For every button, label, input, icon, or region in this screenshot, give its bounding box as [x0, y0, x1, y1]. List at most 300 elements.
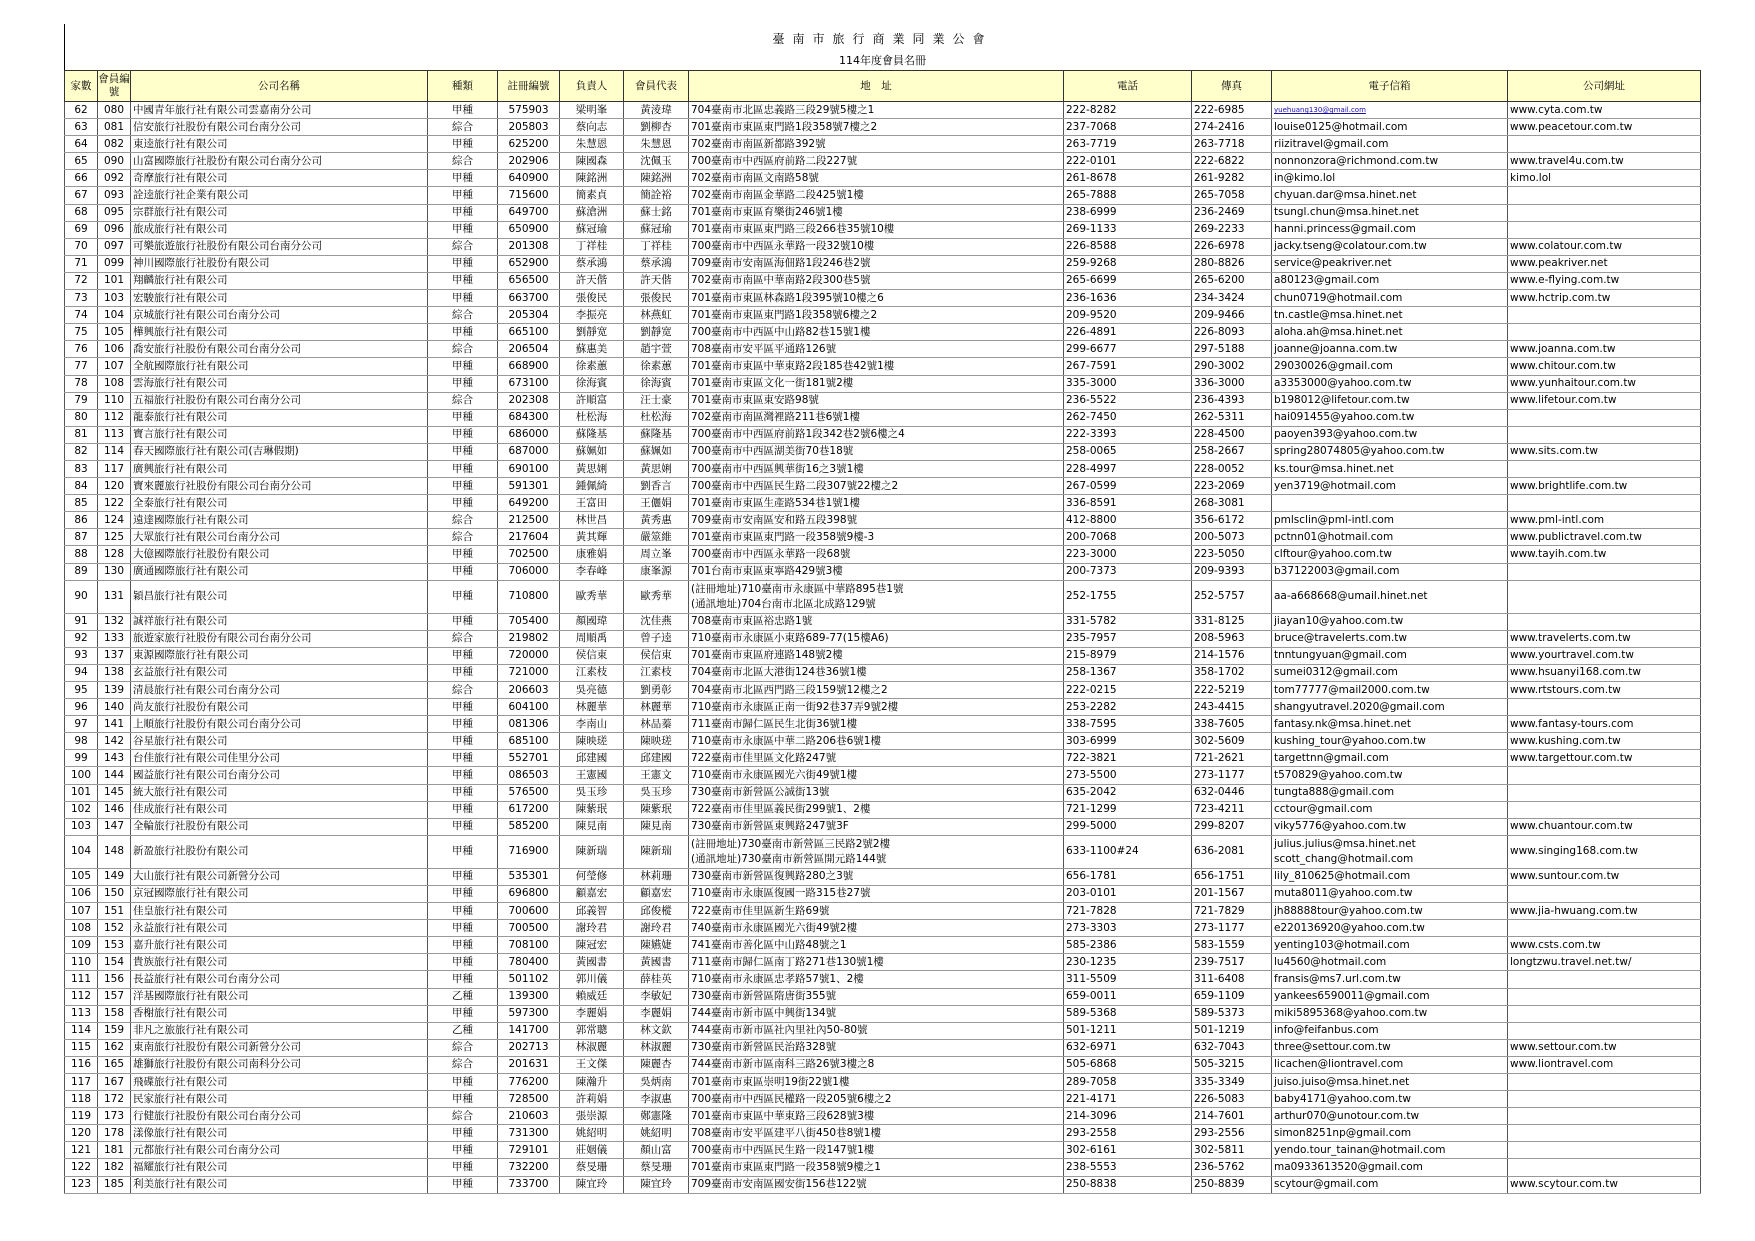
cell-company-name: 佳成旅行社有限公司 [131, 801, 428, 818]
cell-type: 綜合 [428, 119, 498, 136]
cell-registration-no: 710800 [498, 580, 560, 613]
cell-website[interactable] [1508, 988, 1701, 1005]
cell-website[interactable]: www.yourtravel.com.tw [1508, 647, 1701, 664]
cell-email[interactable] [1272, 750, 1508, 767]
cell-website[interactable] [1508, 1005, 1701, 1022]
cell-registration-no: 650900 [498, 221, 560, 238]
address-line: 702臺南市南區中華南路2段300巷5號 [691, 274, 871, 287]
cell-count: 82 [65, 443, 98, 460]
cell-website[interactable]: www.csts.com.tw [1508, 937, 1701, 954]
email-address[interactable]: joanne@joanna.com.tw [1274, 342, 1398, 355]
cell-company-name: 大億國際旅行社股份有限公司 [131, 546, 428, 563]
table-row [65, 255, 1701, 272]
email-address[interactable]: viky5776@yahoo.com.tw [1274, 820, 1407, 833]
cell-website[interactable]: www.joanna.com.tw [1508, 341, 1701, 358]
cell-website[interactable]: www.fantasy-tours.com [1508, 716, 1701, 733]
cell-phone: 633-1100#24 [1064, 835, 1192, 868]
email-address[interactable]: licachen@liontravel.com [1274, 1058, 1404, 1071]
title-block [64, 24, 1700, 70]
cell-count: 109 [65, 937, 98, 954]
cell-email[interactable] [1272, 1022, 1508, 1039]
email-address[interactable]: tungta888@gmail.com [1274, 786, 1395, 799]
cell-owner: 朱慧恩 [560, 136, 624, 153]
email-address[interactable]: yendo.tour_tainan@hotmail.com [1274, 1143, 1446, 1156]
cell-email[interactable] [1272, 221, 1508, 238]
email-address[interactable]: aloha.ah@msa.hinet.net [1274, 325, 1403, 338]
cell-email[interactable] [1272, 1142, 1508, 1159]
cell-email[interactable] [1272, 324, 1508, 341]
email-address[interactable]: simon8251np@gmail.com [1274, 1126, 1412, 1139]
cell-email[interactable] [1272, 307, 1508, 324]
address-line: 710臺南市永康區國光六街49號1樓 [691, 769, 858, 782]
table-row [65, 119, 1701, 136]
email-address[interactable]: a80123@gmail.com [1274, 274, 1380, 287]
cell-email[interactable] [1272, 971, 1508, 988]
cell-website[interactable]: www.singing168.com.tw [1508, 835, 1701, 868]
cell-email[interactable] [1272, 1073, 1508, 1090]
cell-address [689, 460, 1064, 477]
email-address[interactable]: juiso.juiso@msa.hinet.net [1274, 1075, 1410, 1088]
cell-website[interactable] [1508, 1091, 1701, 1108]
cell-website[interactable] [1508, 1142, 1701, 1159]
cell-email[interactable] [1272, 512, 1508, 529]
cell-owner: 鍾佩綺 [560, 478, 624, 495]
email-address[interactable]: muta8011@yahoo.com.tw [1274, 887, 1413, 900]
cell-website[interactable] [1508, 1159, 1701, 1176]
cell-owner: 林世昌 [560, 512, 624, 529]
cell-email[interactable] [1272, 784, 1508, 801]
cell-address [689, 375, 1064, 392]
cell-website[interactable] [1508, 699, 1701, 716]
email-address[interactable]: julius.julius@msa.hinet.net [1274, 837, 1416, 850]
email-address[interactable]: e220136920@yahoo.com.tw [1274, 921, 1425, 934]
cell-website[interactable]: www.hctrip.com.tw [1508, 290, 1701, 307]
table-row [65, 716, 1701, 733]
email-address[interactable]: paoyen393@yahoo.com.tw [1274, 428, 1418, 441]
cell-count: 123 [65, 1176, 98, 1193]
email-address[interactable]: hai091455@yahoo.com.tw [1274, 411, 1415, 424]
cell-email[interactable] [1272, 580, 1508, 613]
cell-email[interactable] [1272, 238, 1508, 255]
cell-registration-no: 501102 [498, 971, 560, 988]
cell-website[interactable]: www.tayih.com.tw [1508, 546, 1701, 563]
email-address[interactable]: tn.castle@msa.hinet.net [1274, 308, 1403, 321]
table-row [65, 937, 1701, 954]
cell-website[interactable]: www.scytour.com.tw [1508, 1176, 1701, 1193]
cell-registration-no: 201308 [498, 238, 560, 255]
email-address[interactable]: shangyutravel.2020@gmail.com [1274, 700, 1445, 713]
cell-email[interactable] [1272, 1056, 1508, 1073]
cell-website[interactable] [1508, 324, 1701, 341]
cell-registration-no: 201631 [498, 1056, 560, 1073]
cell-website[interactable] [1508, 136, 1701, 153]
cell-email[interactable] [1272, 102, 1508, 119]
cell-registration-no: 732200 [498, 1159, 560, 1176]
cell-email[interactable] [1272, 613, 1508, 630]
cell-fax: 723-4211 [1192, 801, 1272, 818]
email-address[interactable]: jacky.tseng@colatour.com.tw [1274, 240, 1427, 253]
cell-email[interactable] [1272, 920, 1508, 937]
cell-email[interactable] [1272, 495, 1508, 512]
cell-member-no: 103 [98, 290, 131, 307]
cell-email[interactable] [1272, 954, 1508, 971]
address-line: 700臺南市中西區永華路一段68號 [691, 547, 851, 560]
cell-email[interactable] [1272, 136, 1508, 153]
cell-type: 甲種 [428, 937, 498, 954]
cell-website[interactable]: www.pml-intl.com [1508, 512, 1701, 529]
cell-phone: 265-7888 [1064, 187, 1192, 204]
cell-type: 甲種 [428, 954, 498, 971]
email-address[interactable]: chun0719@hotmail.com [1274, 291, 1403, 304]
cell-email[interactable] [1272, 255, 1508, 272]
cell-owner: 黃思娳 [560, 460, 624, 477]
cell-website[interactable]: longtzwu.travel.net.tw/ [1508, 954, 1701, 971]
email-address[interactable]: 29030026@gmail.com [1274, 359, 1393, 372]
cell-email[interactable] [1272, 1005, 1508, 1022]
cell-email[interactable] [1272, 409, 1508, 426]
cell-registration-no: 729101 [498, 1142, 560, 1159]
cell-member-no: 112 [98, 409, 131, 426]
cell-owner: 陳見南 [560, 818, 624, 835]
cell-owner: 李春峰 [560, 563, 624, 580]
cell-website[interactable]: www.brightlife.com.tw [1508, 478, 1701, 495]
email-address[interactable]: yankees6590011@gmail.com [1274, 990, 1430, 1003]
cell-email[interactable] [1272, 153, 1508, 170]
cell-email[interactable] [1272, 767, 1508, 784]
cell-owner: 邱義智 [560, 903, 624, 920]
cell-website[interactable] [1508, 580, 1701, 613]
email-address[interactable]: lily_810625@hotmail.com [1274, 870, 1411, 883]
table-row [65, 102, 1701, 119]
email-address[interactable]: info@feifanbus.com [1274, 1024, 1379, 1037]
cell-registration-no: 649200 [498, 495, 560, 512]
cell-company-name: 詮逵旅行社企業有限公司 [131, 187, 428, 204]
cell-company-name: 香榭旅行社有限公司 [131, 1005, 428, 1022]
cell-email[interactable] [1272, 119, 1508, 136]
cell-email[interactable] [1272, 682, 1508, 699]
cell-company-name: 寶言旅行社有限公司 [131, 426, 428, 443]
email-address[interactable]: in@kimo.lol [1274, 171, 1336, 184]
cell-website[interactable] [1508, 563, 1701, 580]
cell-website[interactable]: www.lifetour.com.tw [1508, 392, 1701, 409]
email-address[interactable]: yenting103@hotmail.com [1274, 938, 1410, 951]
cell-owner: 王文傑 [560, 1056, 624, 1073]
cell-address [689, 221, 1064, 238]
cell-website[interactable] [1508, 204, 1701, 221]
cell-address [689, 971, 1064, 988]
cell-member-no: 095 [98, 204, 131, 221]
cell-website[interactable]: www.cyta.com.tw [1508, 102, 1701, 119]
cell-website[interactable] [1508, 460, 1701, 477]
cell-email[interactable] [1272, 647, 1508, 664]
cell-representative: 蘇士銘 [624, 204, 689, 221]
email-address[interactable]: jiayan10@yahoo.com.tw [1274, 615, 1404, 628]
cell-member-no: 162 [98, 1039, 131, 1056]
cell-count: 84 [65, 478, 98, 495]
cell-website[interactable] [1508, 613, 1701, 630]
email-address[interactable]: scytour@gmail.com [1274, 1178, 1379, 1191]
email-address[interactable]: a3353000@yahoo.com.tw [1274, 377, 1412, 390]
cell-website[interactable]: www.chuantour.com.tw [1508, 818, 1701, 835]
cell-website[interactable] [1508, 784, 1701, 801]
cell-email[interactable] [1272, 426, 1508, 443]
cell-owner: 王富田 [560, 495, 624, 512]
cell-representative: 陳紫珉 [624, 801, 689, 818]
cell-company-name: 寶來麗旅行社股份有限公司台南分公司 [131, 478, 428, 495]
cell-website[interactable]: www.liontravel.com [1508, 1056, 1701, 1073]
cell-website[interactable] [1508, 187, 1701, 204]
cell-count: 76 [65, 341, 98, 358]
cell-email[interactable] [1272, 699, 1508, 716]
table-row [65, 885, 1701, 902]
cell-owner: 郭常聰 [560, 1022, 624, 1039]
cell-representative: 康峯源 [624, 563, 689, 580]
email-address[interactable]: ma0933613520@gmail.com [1274, 1160, 1423, 1173]
table-row [65, 238, 1701, 255]
cell-type: 甲種 [428, 443, 498, 460]
email-address[interactable]: bruce@travelerts.com.tw [1274, 632, 1407, 645]
cell-registration-no: 780400 [498, 954, 560, 971]
cell-email[interactable] [1272, 630, 1508, 647]
address-line: 700臺南市中西區府前路二段227號 [691, 154, 858, 167]
cell-website[interactable] [1508, 801, 1701, 818]
cell-email[interactable] [1272, 375, 1508, 392]
email-address[interactable]: tsungl.chun@msa.hinet.net [1274, 206, 1419, 219]
cell-website[interactable] [1508, 885, 1701, 902]
cell-email[interactable] [1272, 1176, 1508, 1193]
cell-type: 乙種 [428, 1022, 498, 1039]
cell-type: 甲種 [428, 1005, 498, 1022]
cell-representative: 嚴筮維 [624, 529, 689, 546]
cell-member-no: 185 [98, 1176, 131, 1193]
cell-email[interactable] [1272, 988, 1508, 1005]
cell-email[interactable] [1272, 272, 1508, 289]
email-address[interactable]: clftour@yahoo.com.tw [1274, 547, 1392, 560]
cell-website[interactable]: www.suntour.com.tw [1508, 868, 1701, 885]
cell-website[interactable]: www.publictravel.com.tw [1508, 529, 1701, 546]
cell-email[interactable] [1272, 443, 1508, 460]
cell-phone: 267-7591 [1064, 358, 1192, 375]
cell-representative: 沈佩玉 [624, 153, 689, 170]
email-address[interactable]: lu4560@hotmail.com [1274, 955, 1387, 968]
cell-website[interactable] [1508, 426, 1701, 443]
cell-phone: 228-4997 [1064, 460, 1192, 477]
cell-representative: 吳玉珍 [624, 784, 689, 801]
cell-fax: 338-7605 [1192, 716, 1272, 733]
email-address[interactable]: arthur070@unotour.com.tw [1274, 1109, 1420, 1122]
cell-website[interactable]: www.travelerts.com.tw [1508, 630, 1701, 647]
email-address[interactable]: b37122003@gmail.com [1274, 565, 1400, 578]
cell-website[interactable]: www.peacetour.com.tw [1508, 119, 1701, 136]
email-address[interactable]: yen3719@hotmail.com [1274, 479, 1397, 492]
cell-email[interactable] [1272, 801, 1508, 818]
cell-email[interactable] [1272, 1125, 1508, 1142]
email-address[interactable]: targettnn@gmail.com [1274, 751, 1389, 764]
cell-email[interactable] [1272, 529, 1508, 546]
cell-website[interactable] [1508, 1125, 1701, 1142]
cell-address [689, 1125, 1064, 1142]
cell-fax: 258-2667 [1192, 443, 1272, 460]
cell-company-name: 福耀旅行社有限公司 [131, 1159, 428, 1176]
cell-registration-no: 686000 [498, 426, 560, 443]
address-line: 704臺南市北區忠義路三段29號5樓之1 [691, 103, 875, 116]
email-address[interactable]: yuehuang130@gmail.com [1274, 106, 1366, 115]
cell-owner: 邱建國 [560, 750, 624, 767]
cell-email[interactable] [1272, 885, 1508, 902]
cell-email[interactable] [1272, 1159, 1508, 1176]
email-address[interactable]: t570829@yahoo.com.tw [1274, 769, 1403, 782]
cell-email[interactable] [1272, 716, 1508, 733]
cell-website[interactable] [1508, 1022, 1701, 1039]
cell-email[interactable] [1272, 392, 1508, 409]
cell-email[interactable] [1272, 358, 1508, 375]
address-line: 700臺南市中西區中山路82巷15號1樓 [691, 325, 871, 338]
col-header-fax: 傳真 [1192, 71, 1272, 102]
email-address[interactable]: fantasy.nk@msa.hinet.net [1274, 717, 1411, 730]
email-address[interactable]: nonnonzora@richmond.com.tw [1274, 154, 1439, 167]
cell-website[interactable]: kimo.lol [1508, 170, 1701, 187]
cell-member-no: 172 [98, 1091, 131, 1108]
cell-phone: 223-3000 [1064, 546, 1192, 563]
member-table [64, 70, 1701, 1194]
email-address[interactable]: three@settour.com.tw [1274, 1041, 1391, 1054]
cell-owner: 吳玉珍 [560, 784, 624, 801]
email-address[interactable]: spring28074805@yahoo.com.tw [1274, 445, 1445, 458]
cell-fax: 336-3000 [1192, 375, 1272, 392]
cell-email[interactable] [1272, 1108, 1508, 1125]
cell-company-name: 廣興旅行社有限公司 [131, 460, 428, 477]
cell-email[interactable] [1272, 1091, 1508, 1108]
cell-registration-no: 700500 [498, 920, 560, 937]
cell-email[interactable] [1272, 937, 1508, 954]
cell-address [689, 937, 1064, 954]
cell-member-no: 147 [98, 818, 131, 835]
cell-owner: 陳紫珉 [560, 801, 624, 818]
cell-email[interactable] [1272, 341, 1508, 358]
cell-website[interactable]: www.peakriver.net [1508, 255, 1701, 272]
cell-type: 綜合 [428, 1039, 498, 1056]
cell-website[interactable] [1508, 495, 1701, 512]
cell-email[interactable] [1272, 563, 1508, 580]
cell-fax: 226-8093 [1192, 324, 1272, 341]
email-address[interactable]: pctnn01@hotmail.com [1274, 530, 1394, 543]
cell-website[interactable] [1508, 221, 1701, 238]
table-row [65, 818, 1701, 835]
email-address[interactable]: riizitravel@gmail.com [1274, 137, 1389, 150]
cell-owner: 李南山 [560, 716, 624, 733]
cell-email[interactable] [1272, 868, 1508, 885]
cell-company-name: 神川國際旅行社股份有限公司 [131, 255, 428, 272]
cell-address [689, 102, 1064, 119]
cell-member-no: 132 [98, 613, 131, 630]
cell-website[interactable]: www.e-flying.com.tw [1508, 272, 1701, 289]
cell-email[interactable] [1272, 290, 1508, 307]
email-address[interactable]: scott_chang@hotmail.com [1274, 852, 1414, 865]
cell-registration-no: 535301 [498, 868, 560, 885]
cell-email[interactable] [1272, 835, 1508, 868]
email-address[interactable]: chyuan.dar@msa.hinet.net [1274, 189, 1417, 202]
cell-email[interactable] [1272, 546, 1508, 563]
table-row [65, 699, 1701, 716]
cell-website[interactable] [1508, 767, 1701, 784]
cell-website[interactable]: www.rtstours.com.tw [1508, 682, 1701, 699]
cell-website[interactable]: www.travel4u.com.tw [1508, 153, 1701, 170]
cell-website[interactable]: www.sits.com.tw [1508, 443, 1701, 460]
cell-website[interactable] [1508, 409, 1701, 426]
cell-website[interactable]: www.colatour.com.tw [1508, 238, 1701, 255]
cell-registration-no: 086503 [498, 767, 560, 784]
address-line: 700臺南市中西區府前路1段342巷2號6樓之4 [691, 428, 905, 441]
cell-email[interactable] [1272, 733, 1508, 750]
cell-address [689, 988, 1064, 1005]
email-address[interactable]: sumei0312@gmail.com [1274, 666, 1398, 679]
cell-owner: 張崇源 [560, 1108, 624, 1125]
email-address[interactable]: miki5895368@yahoo.com.tw [1274, 1007, 1428, 1020]
email-address[interactable]: cctour@gmail.com [1274, 803, 1373, 816]
email-address[interactable]: service@peakriver.net [1274, 257, 1392, 270]
cell-website[interactable]: www.jia-hwuang.com.tw [1508, 903, 1701, 920]
email-address[interactable]: hanni.princess@gmail.com [1274, 223, 1416, 236]
cell-website[interactable] [1508, 1108, 1701, 1125]
cell-address [689, 478, 1064, 495]
cell-address [689, 443, 1064, 460]
cell-website[interactable]: www.hsuanyi168.com.tw [1508, 664, 1701, 681]
cell-email[interactable] [1272, 664, 1508, 681]
cell-member-no: 167 [98, 1073, 131, 1090]
email-address[interactable]: pmlsclin@pml-intl.com [1274, 513, 1395, 526]
cell-email[interactable] [1272, 903, 1508, 920]
email-address[interactable]: b198012@lifetour.com.tw [1274, 394, 1410, 407]
cell-member-no: 120 [98, 478, 131, 495]
email-address[interactable]: jh88888tour@yahoo.com.tw [1274, 904, 1423, 917]
cell-website[interactable] [1508, 1073, 1701, 1090]
cell-email[interactable] [1272, 818, 1508, 835]
email-address[interactable]: tom77777@mail2000.com.tw [1274, 683, 1430, 696]
email-address[interactable]: aa-a668668@umail.hinet.net [1274, 590, 1428, 603]
email-address[interactable]: kushing_tour@yahoo.com.tw [1274, 734, 1426, 747]
cell-owner: 姚紹明 [560, 1125, 624, 1142]
cell-member-no: 146 [98, 801, 131, 818]
cell-website[interactable] [1508, 971, 1701, 988]
cell-website[interactable]: www.kushing.com.tw [1508, 733, 1701, 750]
cell-website[interactable]: www.settour.com.tw [1508, 1039, 1701, 1056]
cell-fax: 262-5311 [1192, 409, 1272, 426]
cell-website[interactable] [1508, 307, 1701, 324]
cell-email[interactable] [1272, 478, 1508, 495]
cell-company-name: 喬安旅行社股份有限公司台南分公司 [131, 341, 428, 358]
cell-website[interactable]: www.yunhaitour.com.tw [1508, 375, 1701, 392]
cell-email[interactable] [1272, 1039, 1508, 1056]
cell-email[interactable] [1272, 187, 1508, 204]
cell-website[interactable] [1508, 920, 1701, 937]
email-address[interactable]: louise0125@hotmail.com [1274, 120, 1408, 133]
cell-email[interactable] [1272, 204, 1508, 221]
email-address[interactable]: ks.tour@msa.hinet.net [1274, 462, 1394, 475]
cell-phone: 230-1235 [1064, 954, 1192, 971]
cell-address [689, 272, 1064, 289]
email-address[interactable]: fransis@ms7.url.com.tw [1274, 972, 1401, 985]
cell-count: 99 [65, 750, 98, 767]
email-address[interactable]: baby4171@yahoo.com.tw [1274, 1092, 1411, 1105]
table-row [65, 1056, 1701, 1073]
cell-email[interactable] [1272, 460, 1508, 477]
col-header-representative: 會員代表 [624, 71, 689, 102]
cell-email[interactable] [1272, 170, 1508, 187]
cell-type: 甲種 [428, 903, 498, 920]
cell-website[interactable]: www.targettour.com.tw [1508, 750, 1701, 767]
email-address[interactable]: tnntungyuan@gmail.com [1274, 649, 1407, 662]
cell-website[interactable]: www.chitour.com.tw [1508, 358, 1701, 375]
